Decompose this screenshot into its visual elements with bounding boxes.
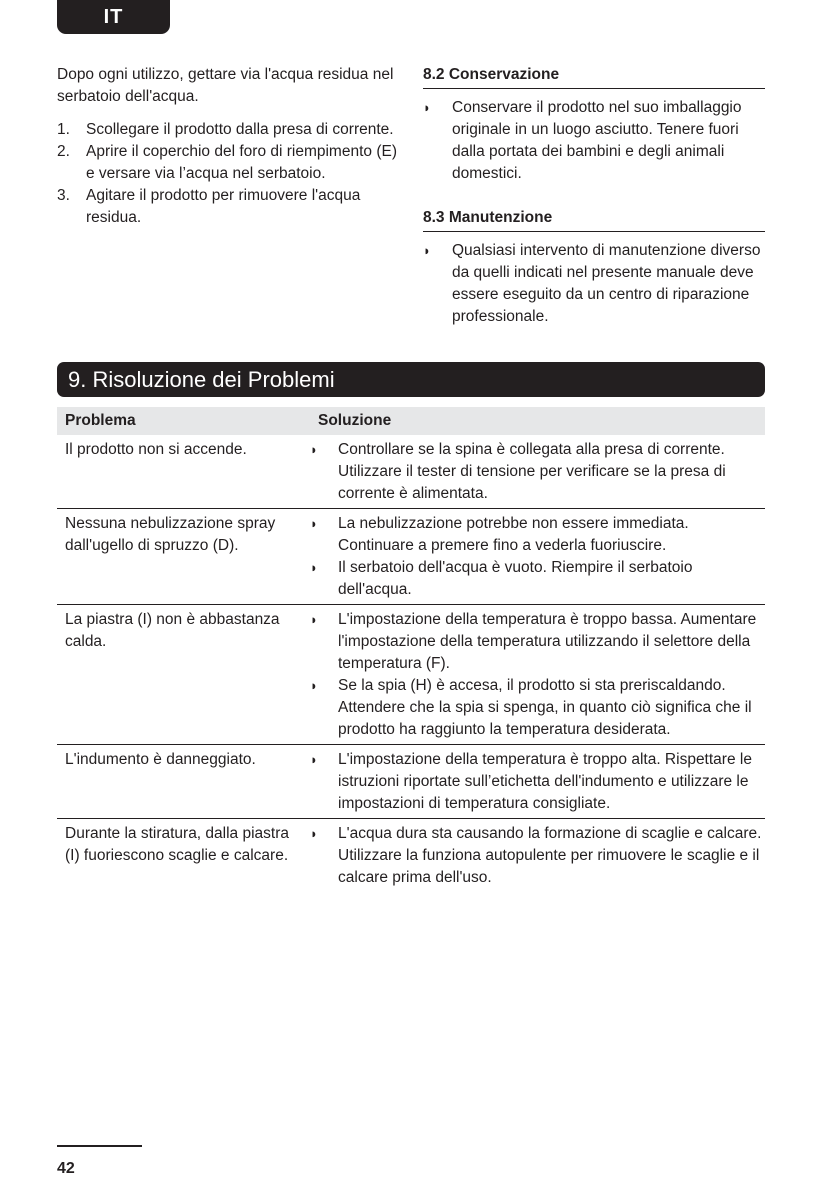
step-text: Scollegare il prodotto dalla presa di corrente. <box>86 121 394 138</box>
intro-paragraph: Dopo ogni utilizzo, gettare via l'acqua residua nel serbatoio dell'acqua. <box>57 66 394 105</box>
problem-cell: Nessuna nebulizzazione spray dall'ugello di spruzzo (D). <box>65 515 276 554</box>
table-row <box>57 435 765 509</box>
bullet-icon: ◗ <box>310 678 318 693</box>
disposal-instructions <box>57 64 402 229</box>
manutenzione-text: Qualsiasi intervento di manutenzione diverso da quelli indicati nel presente manuale deve essere eseguito da un centro di riparazione professionale. <box>452 242 761 325</box>
solution-text: L'impostazione della temperatura è troppo bassa. Aumentare l'impostazione della temperatura utilizzando il selettore della temperatura (F). <box>338 611 757 672</box>
step-number: 3. <box>57 187 70 204</box>
problem-cell: L'indumento è danneggiato. <box>65 751 256 768</box>
solution-item <box>310 823 765 889</box>
solution-text: L'acqua dura sta causando la formazione di scaglie e calcare. Utilizzare la funziona autopulente per rimuovere le scaglie e il calcare prima dell'uso. <box>338 825 762 886</box>
step-number: 2. <box>57 143 70 160</box>
manutenzione-section <box>423 207 765 328</box>
column-header-soluzione: Soluzione <box>318 412 392 429</box>
solution-item <box>310 609 765 675</box>
solution-text: L'impostazione della temperatura è troppo alta. Rispettare le istruzioni riportate sull’etichetta dell'indumento e utilizzare le impostazioni di temperatura consigliate. <box>338 751 752 812</box>
solution-cell <box>310 609 765 741</box>
solution-text: Se la spia (H) è accesa, il prodotto si sta preriscaldando. Attendere che la spia si spenga, in quanto ciò significa che il prodotto ha raggiunto la temperatura desiderata. <box>338 677 752 738</box>
conservazione-text: Conservare il prodotto nel suo imballaggio originale in un luogo asciutto. Tenere fuori dalla portata dei bambini e degli animali domestici. <box>452 99 742 182</box>
storage-maintenance <box>423 64 765 328</box>
solution-cell <box>310 749 765 815</box>
bullet-icon: ◗ <box>310 516 318 531</box>
step-item <box>57 119 402 141</box>
solution-cell <box>310 439 765 505</box>
section-heading-manutenzione: 8.3 Manutenzione <box>423 207 765 232</box>
solution-item <box>310 439 765 505</box>
step-text: Aprire il coperchio del foro di riempimento (E) e versare via l’acqua nel serbatoio. <box>86 143 397 182</box>
conservazione-item <box>423 97 765 185</box>
step-number: 1. <box>57 121 70 138</box>
footer-rule <box>57 1145 142 1147</box>
solution-item <box>310 749 765 815</box>
solution-text: Controllare se la spina è collegata alla presa di corrente. Utilizzare il tester di tensione per verificare se la presa di corrente è alimentata. <box>338 441 726 502</box>
manutenzione-item <box>423 240 765 328</box>
table-row <box>57 819 765 892</box>
problem-cell: Durante la stiratura, dalla piastra (I) fuoriescono scaglie e calcare. <box>65 825 290 864</box>
page-number: 42 <box>57 1160 75 1177</box>
bullet-icon: ◗ <box>310 612 318 627</box>
language-label: IT <box>103 6 124 28</box>
table-row <box>57 509 765 605</box>
bullet-icon: ◗ <box>310 752 318 767</box>
bullet-icon: ◗ <box>310 826 318 841</box>
bullet-icon: ◗ <box>310 442 318 457</box>
steps-list <box>57 119 402 229</box>
solution-cell <box>310 823 765 889</box>
step-item <box>57 141 402 185</box>
solution-item <box>310 513 765 557</box>
troubleshooting-table <box>57 407 765 892</box>
solution-cell <box>310 513 765 601</box>
solution-item <box>310 557 765 601</box>
bullet-icon: ◗ <box>423 100 431 115</box>
table-header <box>57 407 765 435</box>
solution-text: Il serbatoio dell'acqua è vuoto. Riempire il serbatoio dell'acqua. <box>338 559 693 598</box>
section-heading-conservazione: 8.2 Conservazione <box>423 64 765 89</box>
solution-text: La nebulizzazione potrebbe non essere immediata. Continuare a premere fino a vederla fuoriuscire. <box>338 515 689 554</box>
step-text: Agitare il prodotto per rimuovere l'acqua residua. <box>86 187 361 226</box>
section-title: 9. Risoluzione dei Problemi <box>68 366 335 392</box>
language-tab <box>57 0 170 34</box>
step-item <box>57 185 402 229</box>
table-row <box>57 745 765 819</box>
column-header-problema: Problema <box>65 412 136 429</box>
problem-cell: La piastra (I) non è abbastanza calda. <box>65 611 280 650</box>
solution-item <box>310 675 765 741</box>
problem-cell: Il prodotto non si accende. <box>65 441 247 458</box>
bullet-icon: ◗ <box>310 560 318 575</box>
section-banner <box>57 362 765 397</box>
bullet-icon: ◗ <box>423 243 431 258</box>
table-row <box>57 605 765 745</box>
